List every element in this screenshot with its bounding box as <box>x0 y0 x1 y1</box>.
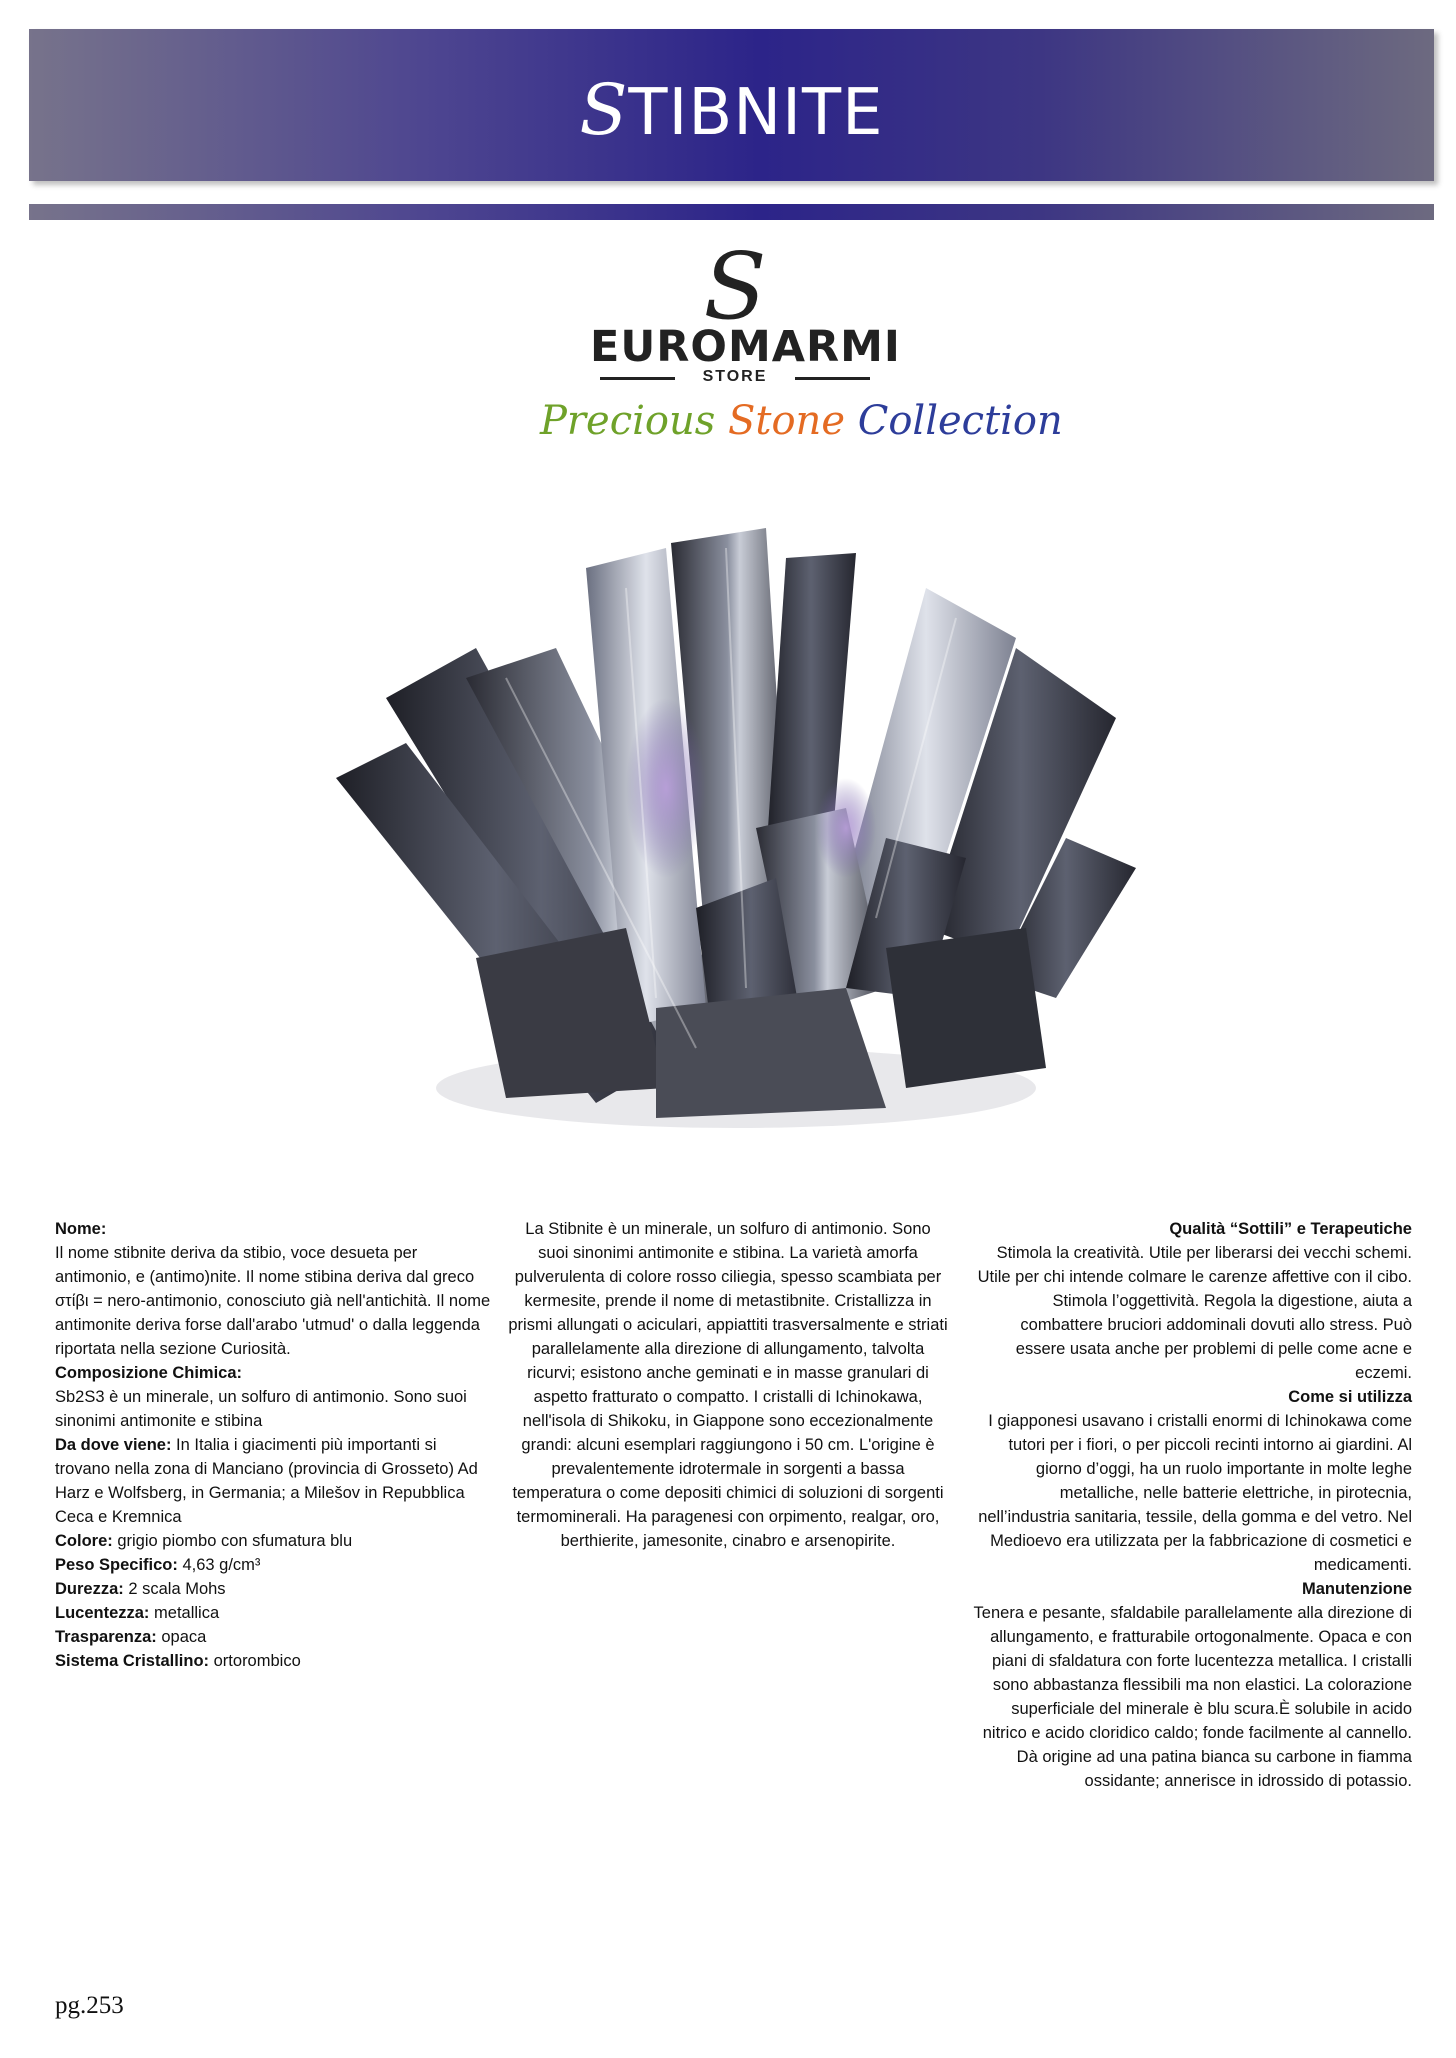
logo-monogram: S <box>703 238 767 340</box>
mineral-facts-column <box>55 1217 495 1673</box>
lucentezza-label: Lucentezza: <box>55 1604 150 1622</box>
manutenzione-heading: Manutenzione <box>1302 1580 1412 1598</box>
nome-label: Nome: <box>55 1220 107 1238</box>
colore-label: Colore: <box>55 1532 113 1550</box>
collection-title: Precious Stone Collection <box>540 398 1063 444</box>
brand-store-row <box>600 368 870 388</box>
properties-column <box>972 1217 1412 1793</box>
page-title: STIBNITE <box>579 69 884 151</box>
utilizza-heading: Come si utilizza <box>1288 1388 1412 1406</box>
composizione-label: Composizione Chimica: <box>55 1364 243 1382</box>
stibnite-crystal-image <box>326 528 1146 1148</box>
qualita-heading: Qualità “Sottili” e Terapeutiche <box>1169 1220 1412 1238</box>
page-number: pg.253 <box>55 1992 124 2019</box>
store-rule-right <box>795 377 870 380</box>
composizione-text: Sb2S3 è un minerale, un solfuro di antimonio. Sono suoi sinonimi antimonite e stibina <box>55 1388 467 1430</box>
trasparenza-text: opaca <box>156 1628 207 1646</box>
peso-label: Peso Specifico: <box>55 1556 178 1574</box>
header-divider-bar <box>29 204 1434 220</box>
durezza-text: 2 scala Mohs <box>123 1580 226 1598</box>
dove-viene-label: Da dove viene: <box>55 1436 172 1454</box>
dove-viene-text: In Italia i giacimenti più importanti si trovano nella zona di Manciano (provincia di Grosseto) Ad Harz e Wolfsberg, in Germania; a Milešov in Repubblica Ceca e Kremnica <box>55 1436 478 1526</box>
nome-text: Il nome stibnite deriva da stibio, voce desueta per antimonio, e (antimo)nite. Il nome stibina deriva dal greco στίβι = nero-antimonio, conosciuto già nell'antichità. Il nome antimonite deriva forse dall'arabo 'utmud' o dalla leggenda riportata nella sezione Curiosità. <box>55 1244 491 1358</box>
title-banner <box>29 29 1434 181</box>
sistema-text: ortorombico <box>209 1652 301 1670</box>
brand-store: STORE <box>702 368 768 385</box>
durezza-label: Durezza: <box>55 1580 124 1598</box>
utilizza-text: I giapponesi usavano i cristalli enormi di Ichinokawa come tutori per i fiori, o per piccoli recinti intorno ai giardini. Al giorno d’oggi, ha un ruolo importante in molte leghe metalliche, nelle batterie elettriche, in pirotecnia, nell’industria sanitaria, tessile, della gomma e del vetro. Nel Medioevo era utilizzata per la fabbricazione di cosmetici e medicamenti. <box>978 1412 1412 1574</box>
description-text: La Stibnite è un minerale, un solfuro di antimonio. Sono suoi sinonimi antimonite e stibina. La varietà amorfa pulverulenta di colore rosso ciliegia, spesso scambiata per kermesite, prende il nome di metastibnite. Cristallizza in prismi allungati o aciculari, appiattiti trasversalmente e striati parallelamente alla direzione di allungamento, talvolta ricurvi; esistono anche geminati e in masse granulari di aspetto fratturato o compatto. I cristalli di Ichinokawa, nell'isola di Shikoku, in Giappone sono eccezionalmente grandi: alcuni esemplari raggiungono i 50 cm. L'origine è prevalentemente idrotermale in sorgenti a bassa temperatura o come depositi chimici di soluzioni di sorgenti termominerali. Ha paragenesi con orpimento, realgar, oro, berthierite, jamesonite, cinabro e arsenopirite. <box>508 1220 948 1550</box>
peso-text: 4,63 g/cm³ <box>177 1556 261 1574</box>
colore-text: grigio piombo con sfumatura blu <box>112 1532 353 1550</box>
manutenzione-text: Tenera e pesante, sfaldabile parallelamente alla direzione di allungamento, e fratturabile ortogonalmente. Opaca e con piani di sfaldatura con forte lucentezza metallica. I cristalli sono abbastanza flessibili ma non elastici. La colorazione superficiale del minerale è blu scura.È solubile in acido nitrico e acido cloridico caldo; fonde facilmente al cannello. Dà origine ad una patina bianca su carbone in fiamma ossidante; annerisce in idrossido di potassio. <box>973 1604 1412 1790</box>
description-column <box>508 1217 948 1553</box>
brand-name: EUROMARMI <box>590 322 901 372</box>
lucentezza-text: metallica <box>149 1604 220 1622</box>
trasparenza-label: Trasparenza: <box>55 1628 157 1646</box>
sistema-label: Sistema Cristallino: <box>55 1652 210 1670</box>
qualita-text: Stimola la creatività. Utile per liberarsi dei vecchi schemi. Utile per chi intende colmare le carenze affettive con il cibo. Stimola l’oggettività. Regola la digestione, aiuta a combattere bruciori addominali dovuti allo stress. Può essere usata anche per problemi di pelle come acne e eczemi. <box>977 1244 1412 1382</box>
